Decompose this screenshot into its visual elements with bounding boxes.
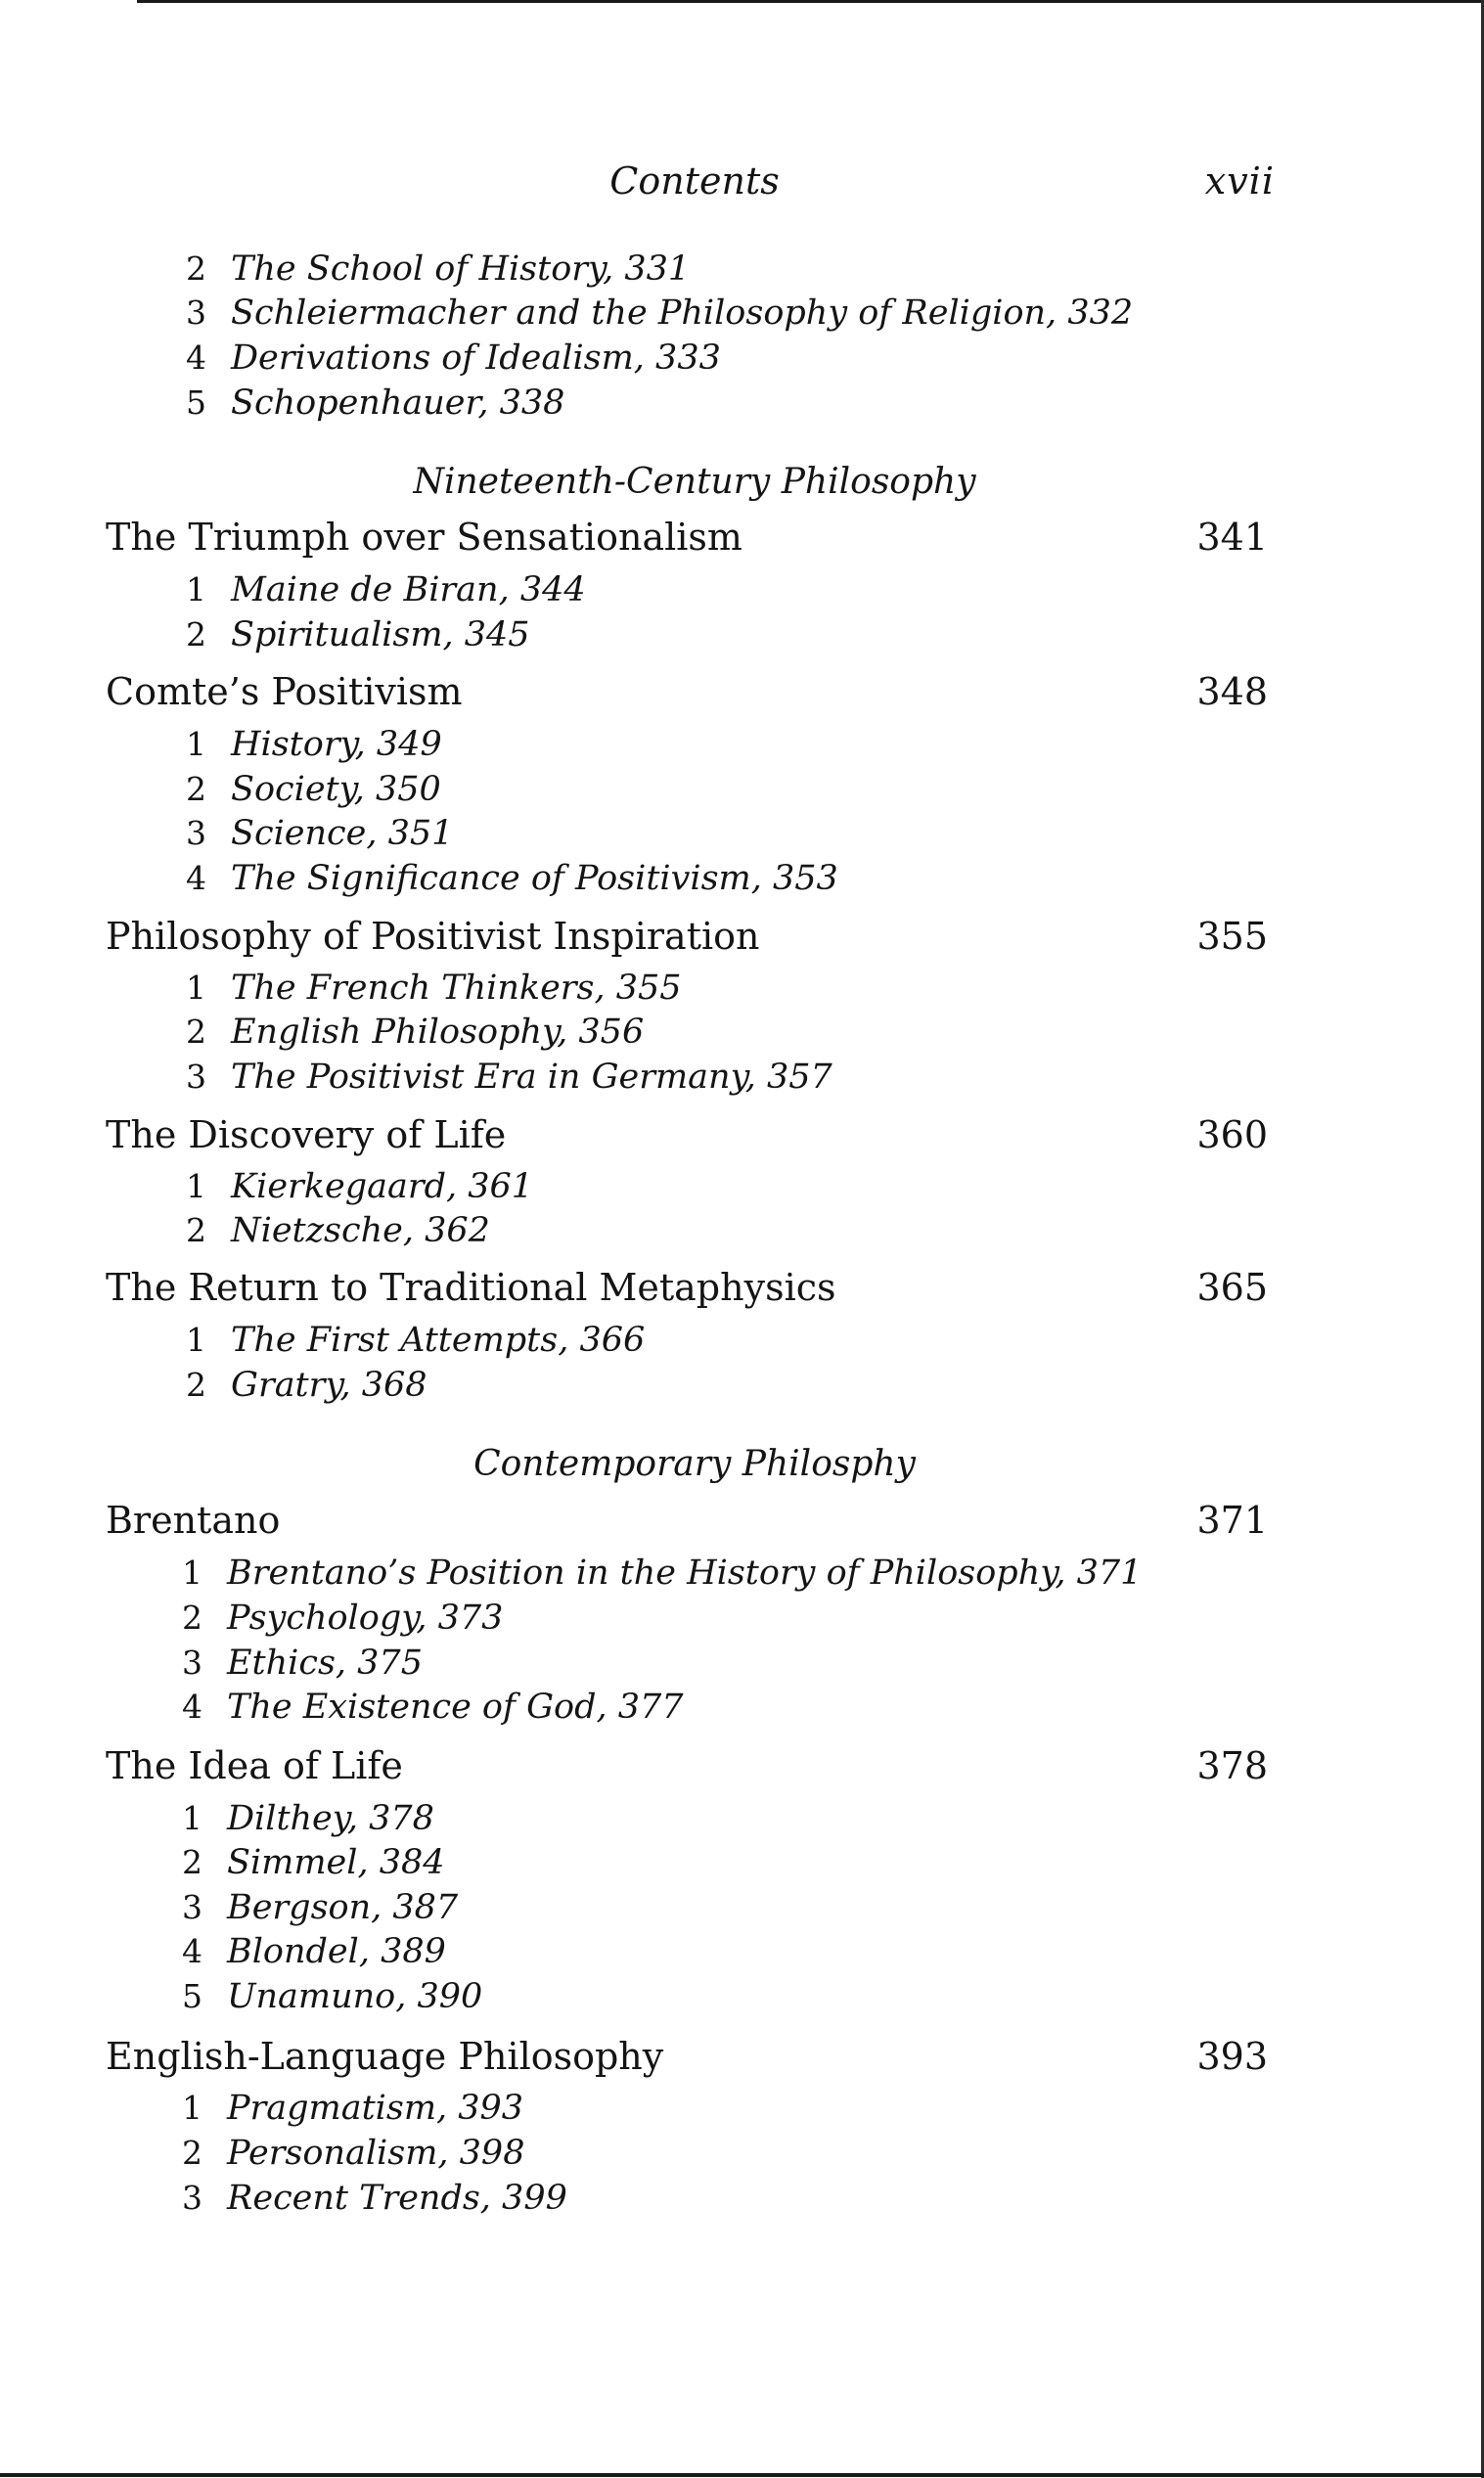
- page-title: Contents: [609, 159, 780, 203]
- section-heading: Nineteenth-Century Philosophy: [413, 462, 976, 502]
- bottom-edge-rule: [0, 2473, 1484, 2477]
- section-heading: Contemporary Philosphy: [473, 1444, 916, 1484]
- page-number: xvii: [1204, 159, 1275, 203]
- top-edge-rule: [137, 0, 1484, 3]
